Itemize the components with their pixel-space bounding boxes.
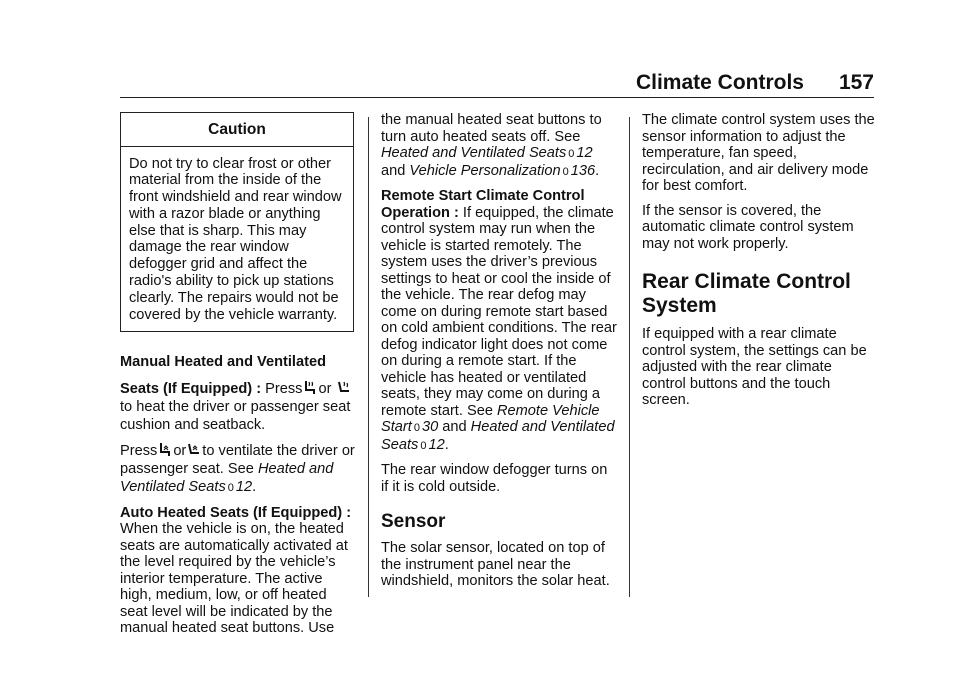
or-text: or: [318, 380, 332, 397]
ventilated-seatback-icon: [187, 442, 201, 458]
column-divider: [629, 117, 630, 597]
cross-reference-link[interactable]: Remote Vehicle Start: [381, 402, 600, 435]
page-reference[interactable]: 12: [428, 436, 445, 453]
rear-climate-paragraph: If equipped with a rear climate control system, the settings can be adjusted with the rear climate control buttons and the touch screen.: [642, 326, 867, 408]
chapter-title: Climate Controls: [635, 71, 804, 94]
cross-reference-link[interactable]: Heated and Ventilated Seats: [120, 460, 334, 495]
page-number: 157: [838, 71, 874, 94]
sensor-adjust-paragraph: The climate control system uses the sensor information to adjust the temperature, fan speed, recirculation, and air delivery mode for best comfort.: [642, 112, 875, 194]
manual-heated-subheading: Seats (If Equipped) :: [120, 380, 262, 397]
caution-text: Do not try to clear frost or other material from the inside of the front windshield and rear window with a razor blade or anything else that is sharp. This may damage the rear window defogger grid and affect the radio's ability to pick up stations clearly. The repairs would not be covered by the vehicle warranty.: [129, 155, 342, 323]
caution-box: [120, 112, 354, 332]
sensor-covered-paragraph: If the sensor is covered, the automatic climate control system may not work properly.: [642, 202, 854, 252]
page-header: [120, 58, 874, 98]
press-text: Press: [265, 380, 303, 397]
rear-climate-heading: Rear Climate Control System: [642, 270, 851, 317]
defogger-paragraph: The rear window defogger turns on if it is cold outside.: [381, 462, 608, 495]
press-text: Press: [120, 442, 158, 459]
cross-reference-link[interactable]: Vehicle Personalization: [409, 162, 561, 179]
sensor-paragraph: The solar sensor, located on top of the instrument panel near the windshield, monitors the solar heat.: [381, 540, 610, 589]
page-reference[interactable]: 12: [235, 478, 253, 495]
reference-arrow-icon: 0: [413, 422, 420, 434]
remote-start-text: If equipped, the climate control system may run when the vehicle is started remotely. The system uses the driver’s previous settings to heat or cool the inside of the vehicle. The rear defog may come on during remote start based on cold ambient conditions. The rear defog indicator light does not come on during a remote start. If the vehicle has heated or ventilated seats, they may come on during a remote start. See: [381, 204, 617, 419]
sensor-heading: Sensor: [381, 511, 446, 532]
column-2: [381, 112, 617, 598]
auto-heated-paragraph: [120, 505, 356, 637]
column-1: [120, 112, 356, 645]
page-reference[interactable]: 136: [570, 162, 596, 179]
ventilate-paragraph: Press or to ventilate the driver or passenger seat. See Heated and Ventilated Seats 0 12.: [120, 442, 355, 495]
reference-arrow-icon: 0: [568, 148, 575, 160]
ventilate-instruction: to ventilate the driver or passenger seat. See: [120, 442, 355, 477]
page-reference[interactable]: 30: [421, 419, 439, 435]
column-divider: [368, 117, 369, 597]
column-3: [642, 112, 878, 417]
remote-start-heading: Remote Start Climate Control Operation :: [381, 188, 585, 221]
or-text: or: [173, 442, 187, 459]
cross-reference-link[interactable]: Heated and Ventilated Seats: [381, 145, 567, 161]
auto-heated-heading: Auto Heated Seats (If Equipped) :: [120, 504, 352, 521]
caution-heading: Caution: [121, 113, 353, 147]
heat-instruction: to heat the driver or passenger seat cushion and seatback.: [120, 398, 351, 433]
manual-heated-heading: Manual Heated and Ventilated: [120, 354, 326, 371]
reference-arrow-icon: 0: [562, 165, 569, 178]
ventilated-seat-cushion-icon: [158, 442, 172, 458]
heated-seatback-icon: [337, 380, 351, 396]
remote-start-paragraph: Remote Start Climate Control Operation : If equipped, the climate control system may run when the vehicle is started remotely. The system uses the driver’s previous settings to heat or cool the inside of the vehicle. The rear defog may come on during remote start based on cold ambient conditions. The rear defog indicator light does not come on during a remote start. If the vehicle has heated or ventilated seats, they may come on during a remote start. See Remote Vehicle Start 0 30 and Heated and Ventilated Seats 0 12.: [381, 188, 617, 453]
reference-arrow-icon: 0: [227, 481, 234, 494]
reference-arrow-icon: 0: [420, 439, 427, 452]
auto-heated-continued: the manual heated seat buttons to turn auto heated seats off. See Heated and Ventilated Seats 0 12 and Vehicle Personalization 0 136.: [381, 112, 602, 179]
manual-heated-paragraph: [120, 380, 356, 434]
header-rule: [120, 97, 874, 98]
auto-heated-text: When the vehicle is on, the heated seats are automatically activated at the level required by the vehicle’s interior temperature. The active high, medium, low, or off heated seat level will be indicated by the manual heated seat buttons. Use: [120, 521, 348, 637]
cross-reference-link[interactable]: Heated and Ventilated Seats: [381, 419, 615, 453]
heated-seat-cushion-icon: [303, 380, 317, 396]
page-reference[interactable]: 12: [576, 145, 593, 161]
